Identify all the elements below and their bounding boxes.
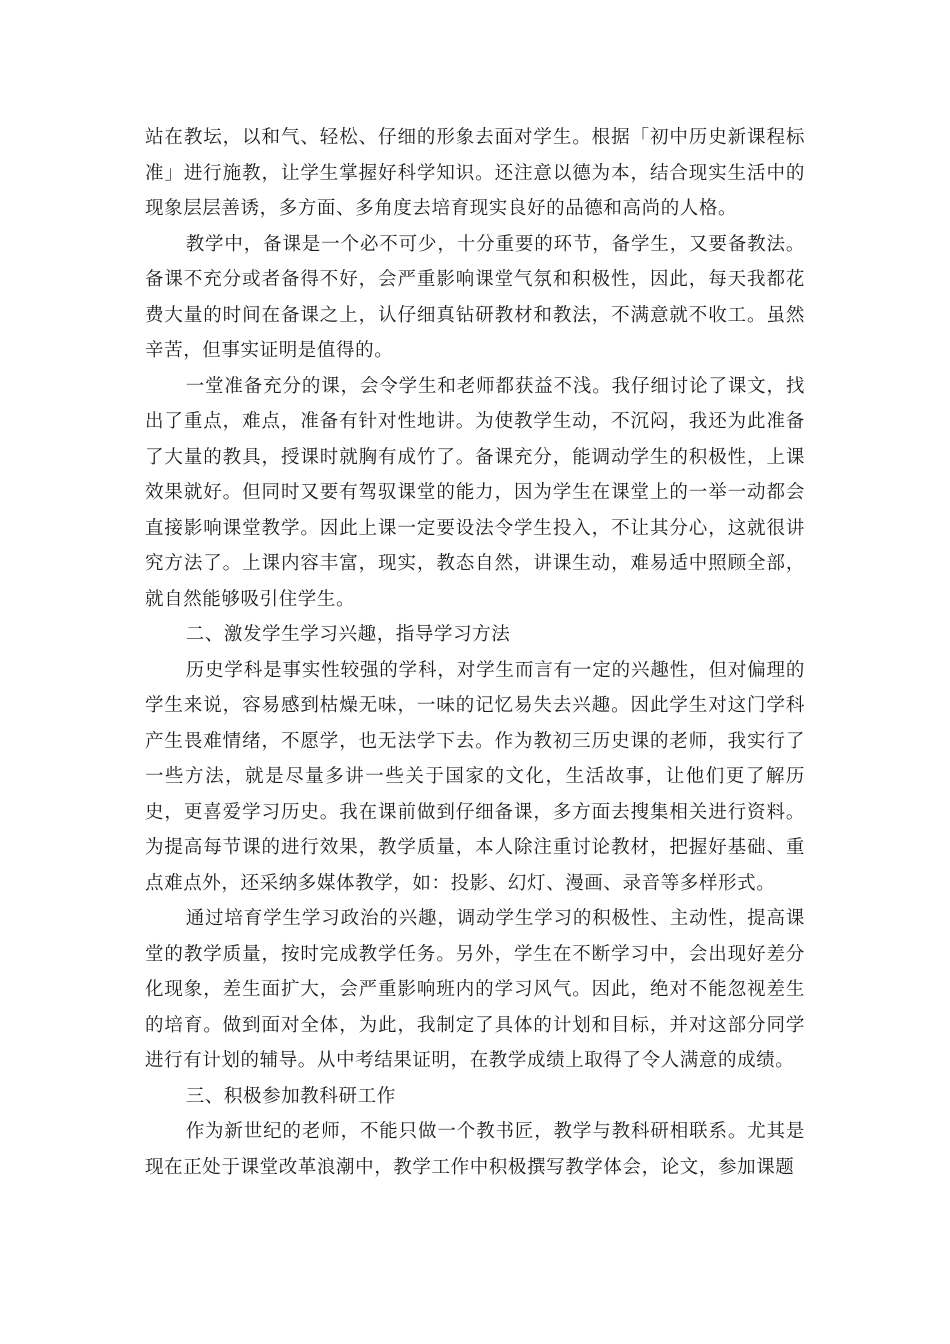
paragraph: 作为新世纪的老师，不能只做一个教书匠，教学与教科研相联系。尤其是现在正处于课堂改革浪潮中，教学工作中积极撰写教学体会，论文，参加课题 — [145, 1121, 805, 1178]
section-heading: 二、激发学生学习兴趣，指导学习方法 — [185, 624, 511, 645]
paragraph: 历史学科是事实性较强的学科，对学生而言有一定的兴趣性，但对偏理的学生来说，容易感到枯燥无味，一味的记忆易失去兴趣。因此学生对这门学科产生畏难情绪，不愿学，也无法学下去。作为教初三历史课的老师，我实行了一些方法，就是尽量多讲一些关于国家的文化，生活故事，让他们更了解历史，更喜爱学习历史。我在课前做到仔细备课，多方面去搜集相关进行资料。为提高每节课的进行效果，教学质量，本人除注重讨论教材，把握好基础、重点难点外，还采纳多媒体教学，如：投影、幻灯、漫画、录音等多样形式。 — [145, 659, 805, 894]
document-body — [145, 120, 805, 1185]
paragraph: 一堂准备充分的课，会令学生和老师都获益不浅。我仔细讨论了课文，找出了重点，难点，准备有针对性地讲。为使教学生动，不沉闷，我还为此准备了大量的教具，授课时就胸有成竹了。备课充分，能调动学生的积极性，上课效果就好。但同时又要有驾驭课堂的能力，因为学生在课堂上的一举一动都会直接影响课堂教学。因此上课一定要设法令学生投入，不让其分心，这就很讲究方法了。上课内容丰富，现实，教态自然，讲课生动，难易适中照顾全部，就自然能够吸引住学生。 — [145, 375, 805, 610]
section-heading: 三、积极参加教科研工作 — [185, 1085, 396, 1107]
paragraph: 教学中，备课是一个必不可少，十分重要的环节，备学生，又要备教法。备课不充分或者备得不好，会严重影响课堂气氛和积极性，因此，每天我都花费大量的时间在备课之上，认仔细真钻研教材和教法，不满意就不收工。虽然辛苦，但事实证明是值得的。 — [145, 233, 805, 361]
paragraph: 通过培育学生学习政治的兴趣，调动学生学习的积极性、主动性，提高课堂的教学质量，按时完成教学任务。另外，学生在不断学习中，会出现好差分化现象，差生面扩大，会严重影响班内的学习风气。因此，绝对不能忽视差生的培育。做到面对全体，为此，我制定了具体的计划和目标，并对这部分同学进行有计划的辅导。从中考结果证明，在教学成绩上取得了令人满意的成绩。 — [145, 908, 805, 1071]
paragraph: 站在教坛，以和气、轻松、仔细的形象去面对学生。根据「初中历史新课程标准」进行施教，让学生掌握好科学知识。还注意以德为本，结合现实生活中的现象层层善诱，多方面、多角度去培育现实良好的品德和高尚的人格。 — [145, 127, 805, 219]
